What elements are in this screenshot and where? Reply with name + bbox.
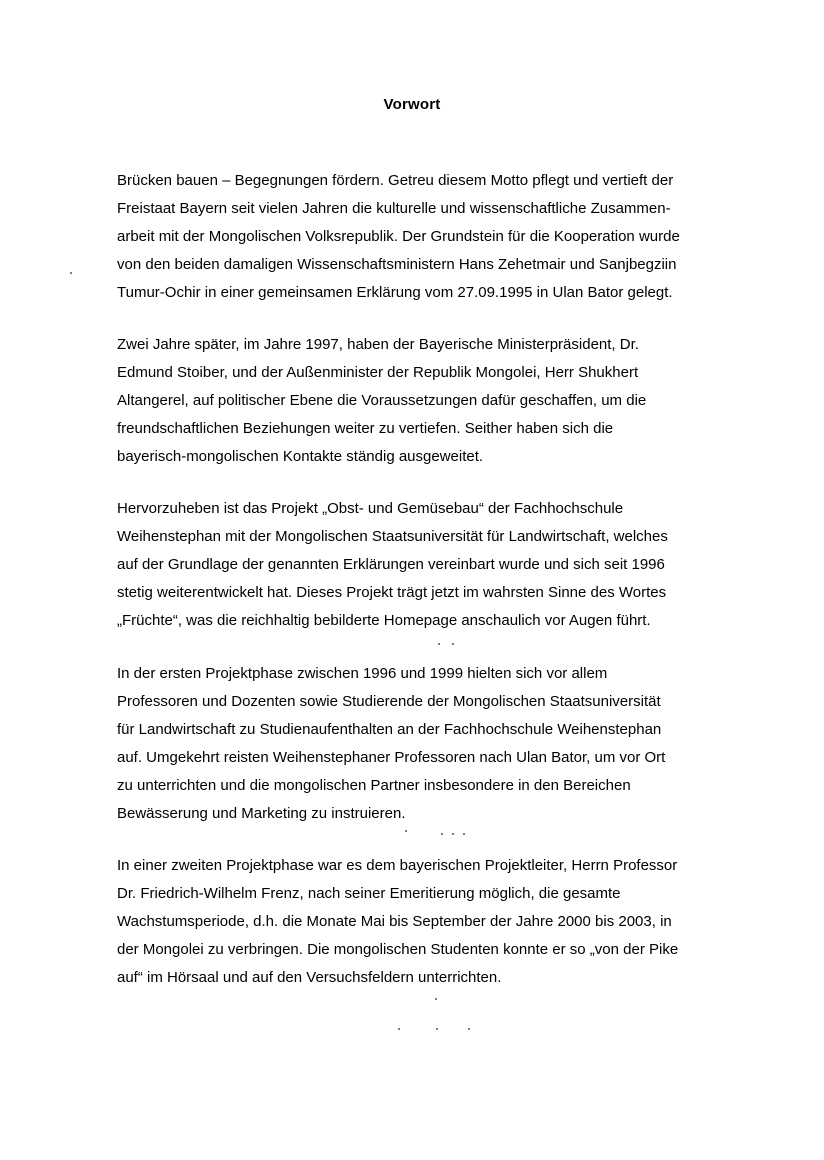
- paragraph-line: bayerisch-mongolischen Kontakte ständig ausgeweitet.: [117, 448, 484, 465]
- paragraph-line: von den beiden damaligen Wissenschaftsministern Hans Zehetmair und Sanjbegziin: [117, 256, 677, 273]
- paragraph-line: Bewässerung und Marketing zu instruieren.: [117, 805, 406, 822]
- scan-speck: [438, 643, 440, 645]
- scan-speck: [463, 833, 465, 835]
- paragraph-line: Professoren und Dozenten sowie Studierende der Mongolischen Staatsuniversität: [117, 693, 661, 710]
- scan-speck: [70, 272, 72, 274]
- paragraph-line: In der ersten Projektphase zwischen 1996 und 1999 hielten sich vor allem: [117, 665, 608, 682]
- paragraph-3: [117, 495, 721, 635]
- scan-speck: [452, 833, 454, 835]
- paragraph-line: der Mongolei zu verbringen. Die mongolischen Studenten konnte er so „von der Pike: [117, 941, 679, 958]
- scan-speck: [441, 833, 443, 835]
- paragraph-line: auf. Umgekehrt reisten Weihenstephaner Professoren nach Ulan Bator, um vor Ort: [117, 749, 666, 766]
- scan-speck: [398, 1028, 400, 1030]
- scan-speck: [405, 830, 407, 832]
- paragraph-2: [117, 331, 721, 471]
- paragraph-line: Altangerel, auf politischer Ebene die Voraussetzungen dafür geschaffen, um die: [117, 392, 647, 409]
- paragraph-4: [117, 660, 721, 828]
- scan-speck: [436, 1028, 438, 1030]
- paragraph-line: zu unterrichten und die mongolischen Partner insbesondere in den Bereichen: [117, 777, 631, 794]
- paragraph-line: für Landwirtschaft zu Studienaufenthalten an der Fachhochschule Weihenstephan: [117, 721, 662, 738]
- paragraph-line: Brücken bauen – Begegnungen fördern. Getreu diesem Motto pflegt und vertieft der: [117, 172, 674, 189]
- paragraph-line: Wachstumsperiode, d.h. die Monate Mai bis September der Jahre 2000 bis 2003, in: [117, 913, 672, 930]
- paragraph-line: Dr. Friedrich-Wilhelm Frenz, nach seiner Emeritierung möglich, die gesamte: [117, 885, 621, 902]
- paragraph-line: freundschaftlichen Beziehungen weiter zu vertiefen. Seither haben sich die: [117, 420, 614, 437]
- paragraph-line: Freistaat Bayern seit vielen Jahren die kulturelle und wissenschaftliche Zusammen-: [117, 200, 671, 217]
- scan-speck: [435, 998, 437, 1000]
- paragraph-line: Zwei Jahre später, im Jahre 1997, haben der Bayerische Ministerpräsident, Dr.: [117, 336, 639, 353]
- paragraph-line: „Früchte“, was die reichhaltig bebilderte Homepage anschaulich vor Augen führt.: [117, 612, 651, 629]
- scan-speck: [468, 1028, 470, 1030]
- paragraph-line: Weihenstephan mit der Mongolischen Staatsuniversität für Landwirtschaft, welches: [117, 528, 668, 545]
- paragraph-line: arbeit mit der Mongolischen Volksrepublik. Der Grundstein für die Kooperation wurde: [117, 228, 680, 245]
- paragraph-line: auf“ im Hörsaal und auf den Versuchsfeldern unterrichten.: [117, 969, 502, 986]
- scan-speck: [452, 643, 454, 645]
- paragraph-line: Tumur-Ochir in einer gemeinsamen Erklärung vom 27.09.1995 in Ulan Bator gelegt.: [117, 284, 673, 301]
- document-title: Vorwort: [383, 96, 441, 113]
- paragraph-5: [117, 852, 721, 992]
- paragraph-1: [117, 167, 721, 307]
- paragraph-line: In einer zweiten Projektphase war es dem bayerischen Projektleiter, Herrn Professor: [117, 857, 678, 874]
- paragraph-line: Hervorzuheben ist das Projekt „Obst- und Gemüsebau“ der Fachhochschule: [117, 500, 624, 517]
- paragraph-line: stetig weiterentwickelt hat. Dieses Projekt trägt jetzt im wahrsten Sinne des Wortes: [117, 584, 667, 601]
- paragraph-line: auf der Grundlage der genannten Erklärungen vereinbart wurde und sich seit 1996: [117, 556, 665, 573]
- paragraph-line: Edmund Stoiber, und der Außenminister der Republik Mongolei, Herr Shukhert: [117, 364, 639, 381]
